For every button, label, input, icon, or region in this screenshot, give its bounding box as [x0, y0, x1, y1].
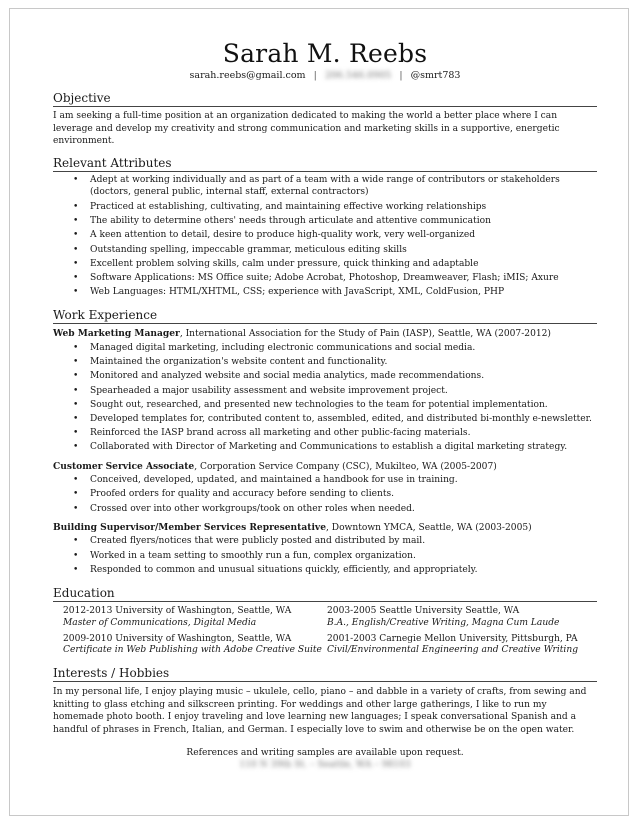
education-degree: Master of Communications, Digital Media [63, 617, 257, 628]
list-item: • Spearheaded a major usability assessment and website improvement project. [90, 384, 597, 398]
experience-heading: Work Experience [53, 308, 597, 324]
candidate-name: Sarah M. Reebs [222, 39, 428, 68]
job-details: , International Association for the Study of Pain (IASP), Seattle, WA (2007-2012) [179, 329, 551, 340]
list-item: • Responded to common and unusual situations quickly, efficiently, and appropriately. [90, 563, 597, 577]
education-entry [63, 606, 327, 630]
list-item: • Practiced at establishing, cultivating, and maintaining effective working relationships [90, 200, 597, 214]
list-item: • Maintained the organization's website content and functionality. [90, 355, 597, 369]
list-item: • Reinforced the IASP brand across all marketing and other public-facing materials. [90, 426, 597, 440]
list-item: • Developed templates for, contributed content to, assembled, edited, and distributed bi-monthly e-newsletter. [90, 412, 597, 426]
list-item: • Excellent problem solving skills, calm under pressure, quick thinking and adaptable [90, 257, 597, 271]
education-degree: Certificate in Web Publishing with Adobe Creative Suite [63, 645, 322, 656]
contact-line [53, 69, 597, 83]
mailing-address-redacted [53, 759, 597, 772]
references-note: References and writing samples are available upon request. [186, 747, 464, 758]
job-duties-list [53, 473, 597, 516]
job-title: Web Marketing Manager [53, 328, 180, 340]
list-item: • Proofed orders for quality and accuracy before sending to clients. [90, 487, 597, 501]
list-item: • Sought out, researched, and presented new technologies to the team for potential implementation. [90, 398, 597, 412]
education-grid [53, 606, 597, 661]
education-institution: 2003-2005 Seattle University Seattle, WA [327, 606, 520, 617]
job-title: Building Supervisor/Member Services Representative [53, 521, 326, 533]
job-header [53, 461, 597, 474]
objective-heading: Objective [53, 91, 597, 107]
interests-text: In my personal life, I enjoy playing music – ukulele, cello, piano – and dabble in a variety of crafts, from sewing and knitting to glass etching and silkscreen printing. For weddings and other large gatherings, I like to run my homemade photo booth. I enjoy traveling and love learning new languages; I speak conversational Spanish and a handful of phrases in French, Italian, and German. I especially love to swim and otherwise be on the open water. [53, 687, 587, 735]
education-institution: 2012-2013 University of Washington, Seattle, WA [63, 606, 292, 617]
education-entry [327, 606, 597, 630]
education-entry [63, 634, 327, 658]
list-item: • Web Languages: HTML/XHTML, CSS; experience with JavaScript, XML, ColdFusion, PHP [90, 285, 597, 299]
job-duties-list [53, 341, 597, 455]
education-degree: B.A., English/Creative Writing, Magna Cum Laude [327, 617, 560, 628]
address-text: 110 N 39th St. – Seattle, WA – 98103 [239, 760, 411, 771]
job-details: , Downtown YMCA, Seattle, WA (2003-2005) [326, 522, 532, 533]
footer [53, 747, 597, 772]
job-title: Customer Service Associate [53, 460, 195, 472]
contact-separator: | [313, 70, 317, 81]
education-institution: 2009-2010 University of Washington, Seattle, WA [63, 633, 292, 644]
objective-text: I am seeking a full-time position at an organization dedicated to making the world a better place where I can leverage and develop my creativity and strong communication and marketing skills in a supportive, energetic environment. [53, 111, 560, 147]
contact-separator: | [399, 70, 403, 81]
job-details: , Corporation Service Company (CSC), Mukilteo, WA (2005-2007) [194, 461, 497, 472]
job-header [53, 328, 597, 341]
education-entry [327, 634, 597, 658]
phone-number-redacted: 206.546.0905 [324, 70, 392, 81]
attributes-list [53, 174, 597, 300]
list-item: • Crossed over into other workgroups/took on other roles when needed. [90, 502, 597, 516]
list-item: • Conceived, developed, updated, and maintained a handbook for use in training. [90, 473, 597, 487]
list-item: • A keen attention to detail, desire to produce high-quality work, very well-organized [90, 228, 597, 242]
resume-content [53, 39, 597, 772]
education-degree: Civil/Environmental Engineering and Creative Writing [327, 645, 579, 656]
education-heading: Education [53, 586, 597, 602]
resume-page [9, 8, 629, 816]
list-item: • Managed digital marketing, including electronic communications and social media. [90, 341, 597, 355]
job-header [53, 522, 597, 535]
attributes-heading: Relevant Attributes [53, 156, 597, 172]
list-item: • The ability to determine others' needs through articulate and attentive communication [90, 214, 597, 228]
twitter-handle: @smrt783 [410, 70, 461, 81]
list-item: • Adept at working individually and as part of a team with a wide range of contributors or stakeholders (doctors, general public, internal staff, external contractors) [90, 174, 597, 199]
list-item: • Worked in a team setting to smoothly run a fun, complex organization. [90, 549, 597, 563]
list-item: • Created flyers/notices that were publicly posted and distributed by mail. [90, 534, 597, 548]
list-item: • Monitored and analyzed website and social media analytics, made recommendations. [90, 369, 597, 383]
list-item: • Software Applications: MS Office suite; Adobe Acrobat, Photoshop, Dreamweaver, Flash; iMIS; Axure [90, 271, 597, 285]
interests-heading: Interests / Hobbies [53, 666, 597, 682]
education-institution: 2001-2003 Carnegie Mellon University, Pittsburgh, PA [327, 633, 578, 644]
list-item: • Collaborated with Director of Marketing and Communications to establish a digital marketing strategy. [90, 440, 597, 454]
job-duties-list [53, 534, 597, 577]
email-address: sarah.reebs@gmail.com [189, 70, 306, 81]
list-item: • Outstanding spelling, impeccable grammar, meticulous editing skills [90, 243, 597, 257]
